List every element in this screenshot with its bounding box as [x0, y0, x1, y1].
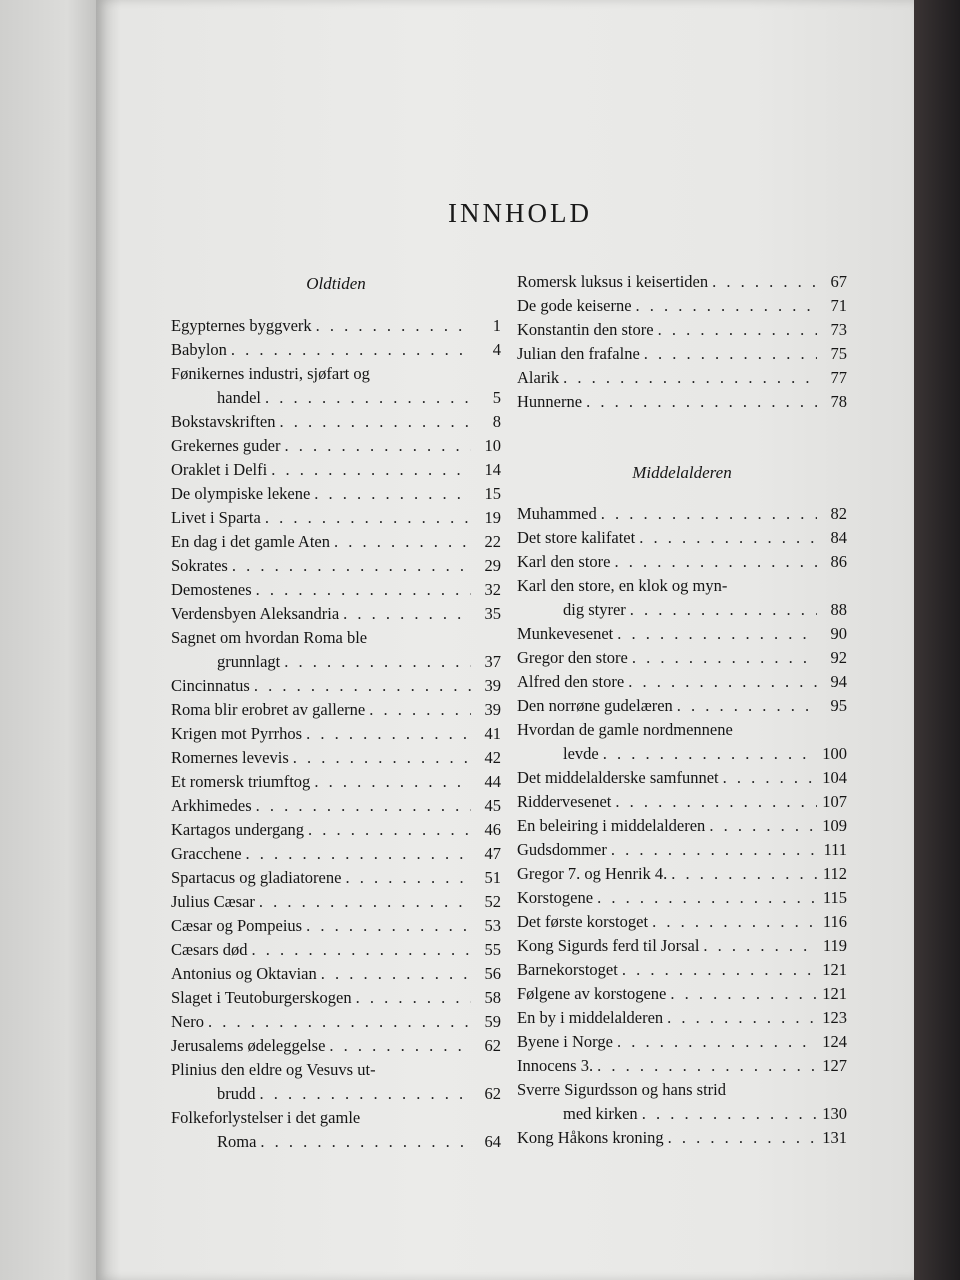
- toc-entry-title: Grekernes guder: [171, 436, 281, 455]
- toc-entry[interactable]: [517, 598, 847, 622]
- toc-entry-title: Demostenes: [171, 580, 252, 599]
- toc-entry-title: Gudsdommer: [517, 840, 607, 859]
- toc-entry-page-number: 124: [822, 1032, 847, 1051]
- dot-leader: [671, 862, 817, 886]
- toc-entry-title: Innocens 3.: [517, 1056, 594, 1075]
- toc-column-left: [171, 270, 501, 1154]
- toc-entry[interactable]: [517, 958, 847, 982]
- toc-entry-page-number: 52: [484, 892, 501, 911]
- dot-leader: [617, 622, 817, 646]
- toc-entry[interactable]: [171, 986, 501, 1010]
- toc-entry-page-number: 75: [830, 344, 847, 363]
- toc-list-middelalderen: [517, 502, 847, 1150]
- dot-leader: [306, 722, 471, 746]
- toc-entry-title: Babylon: [171, 340, 227, 359]
- toc-entry-page-number: 56: [484, 964, 501, 983]
- dot-leader: [256, 794, 471, 818]
- dot-leader: [314, 482, 471, 506]
- toc-entry-title: Gracchene: [171, 844, 242, 863]
- toc-entry-title: Romersk luksus i keisertiden: [517, 272, 709, 291]
- toc-entry-title: Kong Håkons kroning: [517, 1128, 664, 1147]
- toc-entry-page-number: 92: [830, 648, 847, 667]
- dot-leader: [265, 386, 471, 410]
- toc-entry-title: med kirken: [563, 1104, 638, 1123]
- toc-entry[interactable]: [171, 578, 501, 602]
- toc-entry-page-number: 71: [830, 296, 847, 315]
- toc-entry-page-number: 22: [484, 532, 501, 551]
- toc-entry[interactable]: [517, 294, 847, 318]
- toc-entry-first-line: Sverre Sigurdsson og hans strid: [517, 1080, 726, 1099]
- toc-entry-page-number: 46: [484, 820, 501, 839]
- toc-entry-title: Kong Sigurds ferd til Jorsal: [517, 936, 700, 955]
- toc-entry-title: Karl den store: [517, 552, 611, 571]
- dot-leader: [644, 342, 817, 366]
- toc-entry-page-number: 5: [492, 388, 501, 407]
- toc-entry-title: grunnlagt: [217, 652, 281, 671]
- toc-entry-page-number: 84: [830, 528, 847, 547]
- toc-entry-page-number: 107: [822, 792, 847, 811]
- dot-leader: [260, 1130, 471, 1154]
- toc-entry[interactable]: [171, 794, 501, 818]
- toc-entry-title: Julius Cæsar: [171, 892, 255, 911]
- section-heading-middelalderen: Middelalderen: [632, 463, 732, 482]
- toc-entry-page-number: 127: [822, 1056, 847, 1075]
- toc-entry[interactable]: [171, 386, 501, 410]
- toc-entry[interactable]: [171, 1082, 501, 1106]
- toc-entry-title: Verdensbyen Aleksandria: [171, 604, 340, 623]
- toc-entry-title: Sokrates: [171, 556, 228, 575]
- toc-entry-page-number: 119: [822, 936, 847, 955]
- toc-entry-page-number: 90: [830, 624, 847, 643]
- dot-leader: [259, 890, 471, 914]
- toc-entry-page-number: 130: [822, 1104, 847, 1123]
- toc-entry[interactable]: [517, 318, 847, 342]
- toc-entry-page-number: 19: [484, 508, 501, 527]
- dot-leader: [652, 910, 817, 934]
- toc-entry-page-number: 131: [822, 1128, 847, 1147]
- dot-leader: [617, 1030, 817, 1054]
- dot-leader: [306, 914, 471, 938]
- dot-leader: [611, 838, 817, 862]
- toc-entry-title: Cincinnatus: [171, 676, 250, 695]
- toc-entry-title: Gregor den store: [517, 648, 628, 667]
- toc-entry[interactable]: [517, 910, 847, 934]
- toc-entry-title: Antonius og Oktavian: [171, 964, 317, 983]
- toc-entry-page-number: 42: [484, 748, 501, 767]
- toc-entry-page-number: 1: [492, 316, 501, 335]
- dot-leader: [668, 1126, 817, 1150]
- toc-entry[interactable]: [171, 1010, 501, 1034]
- toc-entry-title: Barnekorstoget: [517, 960, 618, 979]
- toc-entry-page-number: 29: [484, 556, 501, 575]
- dot-leader: [667, 1006, 817, 1030]
- toc-entry-title: Alfred den store: [517, 672, 625, 691]
- dot-leader: [334, 530, 471, 554]
- toc-entry-page-number: 51: [484, 868, 501, 887]
- toc-entry-title: En dag i det gamle Aten: [171, 532, 330, 551]
- toc-entry-page-number: 62: [484, 1084, 501, 1103]
- toc-entry[interactable]: [517, 1054, 847, 1078]
- dot-leader: [563, 366, 817, 390]
- toc-entry-page-number: 44: [484, 772, 501, 791]
- dot-leader: [308, 818, 471, 842]
- toc-entry-page-number: 73: [830, 320, 847, 339]
- dot-leader: [658, 318, 817, 342]
- toc-entry-page-number: 86: [830, 552, 847, 571]
- toc-entry-title: En by i middelalderen: [517, 1008, 664, 1027]
- dot-leader: [597, 1054, 817, 1078]
- toc-entry-page-number: 10: [484, 436, 501, 455]
- toc-entry-page-number: 62: [484, 1036, 501, 1055]
- toc-entry[interactable]: [517, 862, 847, 886]
- toc-entry[interactable]: [171, 914, 501, 938]
- toc-entry-page-number: 14: [484, 460, 501, 479]
- dot-leader: [321, 962, 471, 986]
- dot-leader: [597, 886, 817, 910]
- toc-list-oldtiden-cont: [517, 270, 847, 414]
- toc-entry-title: handel: [217, 388, 261, 407]
- facing-page-edge: [0, 0, 96, 1280]
- toc-entry[interactable]: [171, 506, 501, 530]
- toc-entry-title: Den norrøne gudelæren: [517, 696, 673, 715]
- toc-entry[interactable]: [517, 670, 847, 694]
- toc-entry-title: Riddervesenet: [517, 792, 612, 811]
- toc-entry-title: Arkhimedes: [171, 796, 252, 815]
- dot-leader: [256, 578, 471, 602]
- toc-entry-title: Cæsars død: [171, 940, 248, 959]
- toc-entry-page-number: 39: [484, 676, 501, 695]
- toc-entry[interactable]: [517, 502, 847, 526]
- toc-entry-first-line: Sagnet om hvordan Roma ble: [171, 628, 368, 647]
- toc-entry-title: Konstantin den store: [517, 320, 654, 339]
- toc-entry-title: Alarik: [517, 368, 560, 387]
- toc-entry[interactable]: [171, 482, 501, 506]
- toc-entry-page-number: 123: [822, 1008, 847, 1027]
- toc-entry-page-number: 45: [484, 796, 501, 815]
- toc-entry[interactable]: [171, 314, 501, 338]
- dot-leader: [314, 770, 471, 794]
- toc-entry-title: Krigen mot Pyrrhos: [171, 724, 303, 743]
- dot-leader: [356, 986, 471, 1010]
- toc-entry[interactable]: [171, 674, 501, 698]
- toc-entry-title: Julian den frafalne: [517, 344, 640, 363]
- toc-entry[interactable]: [171, 434, 501, 458]
- toc-entry[interactable]: [171, 602, 501, 626]
- toc-entry[interactable]: [517, 1126, 847, 1150]
- toc-entry[interactable]: [517, 838, 847, 862]
- toc-entry[interactable]: [517, 270, 847, 294]
- toc-entry-title: Livet i Sparta: [171, 508, 261, 527]
- dot-leader: [345, 866, 471, 890]
- toc-entry-first-line: Karl den store, en klok og myn-: [517, 576, 728, 595]
- toc-entry-title: dig styrer: [563, 600, 626, 619]
- toc-entry-page-number: 15: [484, 484, 501, 503]
- toc-entry[interactable]: [171, 338, 501, 362]
- toc-entry-first-line: Hvordan de gamle nordmennene: [517, 720, 733, 739]
- toc-entry-title: Roma: [217, 1132, 257, 1151]
- toc-entry-title: Følgene av korstogene: [517, 984, 667, 1003]
- toc-entry-page-number: 95: [830, 696, 847, 715]
- toc-entry-first-line: Folkeforlystelser i det gamle: [171, 1108, 361, 1127]
- toc-entry-page-number: 82: [830, 504, 847, 523]
- dot-leader: [265, 506, 471, 530]
- toc-entry[interactable]: [171, 410, 501, 434]
- toc-entry[interactable]: [171, 866, 501, 890]
- toc-entry-title: Korstogene: [517, 888, 594, 907]
- toc-entry-title: Roma blir erobret av gallerne: [171, 700, 366, 719]
- toc-entry-page-number: 88: [830, 600, 847, 619]
- toc-entry-title: Hunnerne: [517, 392, 583, 411]
- toc-entry[interactable]: [171, 650, 501, 674]
- toc-entry-page-number: 64: [484, 1132, 501, 1151]
- toc-entry[interactable]: [517, 766, 847, 790]
- toc-entry-page-number: 116: [822, 912, 847, 931]
- section-heading-oldtiden: Oldtiden: [306, 274, 366, 293]
- toc-entry-title: Spartacus og gladiatorene: [171, 868, 342, 887]
- toc-entry[interactable]: [517, 934, 847, 958]
- toc-entry-title: brudd: [217, 1084, 256, 1103]
- toc-entry[interactable]: [517, 342, 847, 366]
- toc-entry-page-number: 4: [492, 340, 501, 359]
- toc-entry[interactable]: [517, 790, 847, 814]
- toc-entry[interactable]: [171, 554, 501, 578]
- toc-entry[interactable]: [517, 390, 847, 414]
- toc-entry-title: En beleiring i middelalderen: [517, 816, 706, 835]
- dot-leader: [703, 934, 817, 958]
- dot-leader: [642, 1102, 817, 1126]
- dot-leader: [369, 698, 471, 722]
- toc-entry-first-line: Plinius den eldre og Vesuvs ut-: [171, 1060, 376, 1079]
- dot-leader: [280, 410, 472, 434]
- toc-entry[interactable]: [517, 622, 847, 646]
- toc-entry[interactable]: [171, 842, 501, 866]
- toc-entry-page-number: 47: [484, 844, 501, 863]
- dot-leader: [329, 1034, 471, 1058]
- dot-leader: [271, 458, 471, 482]
- toc-entry-title: Slaget i Teutoburgerskogen: [171, 988, 352, 1007]
- toc-entry-title: De olympiske lekene: [171, 484, 311, 503]
- toc-entry-page-number: 115: [822, 888, 847, 907]
- dot-leader: [252, 938, 471, 962]
- toc-entry-first-line: Fønikernes industri, sjøfart og: [171, 364, 370, 383]
- dot-leader: [636, 294, 817, 318]
- toc-entry-page-number: 41: [484, 724, 501, 743]
- dot-leader: [231, 338, 471, 362]
- toc-entry-page-number: 32: [484, 580, 501, 599]
- dot-leader: [343, 602, 471, 626]
- toc-entry-title: Nero: [171, 1012, 204, 1031]
- dot-leader: [601, 502, 817, 526]
- toc-entry-page-number: 39: [484, 700, 501, 719]
- dot-leader: [232, 554, 471, 578]
- toc-entry[interactable]: [171, 962, 501, 986]
- toc-entry-title: Cæsar og Pompeius: [171, 916, 303, 935]
- toc-entry-title: Gregor 7. og Henrik 4.: [517, 864, 668, 883]
- toc-entry-page-number: 53: [484, 916, 501, 935]
- dot-leader: [293, 746, 471, 770]
- dot-leader: [284, 650, 471, 674]
- toc-entry-title: Et romersk triumftog: [171, 772, 311, 791]
- toc-entry-page-number: 35: [484, 604, 501, 623]
- dot-leader: [630, 598, 817, 622]
- toc-entry-page-number: 100: [822, 744, 847, 763]
- toc-entry-title: Det store kalifatet: [517, 528, 636, 547]
- toc-entry[interactable]: [171, 770, 501, 794]
- toc-entry[interactable]: [517, 814, 847, 838]
- toc-entry[interactable]: [517, 742, 847, 766]
- toc-entry-page-number: 8: [492, 412, 501, 431]
- toc-entry-page-number: 55: [484, 940, 501, 959]
- toc-entry[interactable]: [517, 646, 847, 670]
- toc-entry[interactable]: [517, 550, 847, 574]
- toc-entry[interactable]: [517, 366, 847, 390]
- dot-leader: [712, 270, 817, 294]
- toc-entry-title: Det første korstoget: [517, 912, 649, 931]
- toc-entry[interactable]: [517, 1102, 847, 1126]
- toc-entry-page-number: 78: [830, 392, 847, 411]
- dot-leader: [709, 814, 817, 838]
- toc-entry[interactable]: [517, 1006, 847, 1030]
- toc-entry-title: levde: [563, 744, 599, 763]
- toc-entry-page-number: 59: [484, 1012, 501, 1031]
- dot-leader: [316, 314, 471, 338]
- toc-entry-page-number: 121: [822, 984, 847, 1003]
- dot-leader: [628, 670, 817, 694]
- dot-leader: [208, 1010, 471, 1034]
- toc-entry[interactable]: [171, 818, 501, 842]
- toc-entry[interactable]: [171, 890, 501, 914]
- toc-entry[interactable]: [171, 1034, 501, 1058]
- toc-entry-title: Muhammed: [517, 504, 597, 523]
- dot-leader: [723, 766, 817, 790]
- dot-leader: [586, 390, 817, 414]
- toc-entry-page-number: 104: [822, 768, 847, 787]
- toc-entry[interactable]: [171, 698, 501, 722]
- dot-leader: [285, 434, 472, 458]
- toc-entry-page-number: 37: [484, 652, 501, 671]
- dot-leader: [254, 674, 471, 698]
- toc-entry-page-number: 94: [830, 672, 847, 691]
- dot-leader: [639, 526, 817, 550]
- toc-entry[interactable]: [517, 526, 847, 550]
- toc-entry[interactable]: [171, 938, 501, 962]
- toc-entry[interactable]: [171, 530, 501, 554]
- toc-entry[interactable]: [171, 722, 501, 746]
- toc-column-right: [517, 270, 847, 1150]
- toc-entry-title: Det middelalderske samfunnet: [517, 768, 719, 787]
- toc-entry-title: De gode keiserne: [517, 296, 632, 315]
- dot-leader: [615, 790, 817, 814]
- dot-leader: [622, 958, 817, 982]
- toc-entry-title: Egypternes byggverk: [171, 316, 312, 335]
- toc-entry-title: Byene i Norge: [517, 1032, 613, 1051]
- toc-entry-page-number: 121: [822, 960, 847, 979]
- book-cover-edge: [914, 0, 960, 1280]
- dot-leader: [677, 694, 817, 718]
- toc-entry[interactable]: [171, 746, 501, 770]
- dot-leader: [632, 646, 817, 670]
- dot-leader: [603, 742, 817, 766]
- toc-entry-page-number: 58: [484, 988, 501, 1007]
- toc-entry-page-number: 111: [823, 840, 847, 859]
- toc-entry-title: Romernes levevis: [171, 748, 289, 767]
- toc-entry[interactable]: [517, 694, 847, 718]
- toc-entry-page-number: 77: [830, 368, 847, 387]
- toc-entry-title: Munkevesenet: [517, 624, 614, 643]
- toc-list-oldtiden: [171, 314, 501, 1154]
- toc-entry-page-number: 109: [822, 816, 847, 835]
- toc-entry-page-number: 112: [822, 864, 847, 883]
- toc-entry[interactable]: [517, 982, 847, 1006]
- toc-entry[interactable]: [517, 886, 847, 910]
- dot-leader: [614, 550, 817, 574]
- dot-leader: [246, 842, 471, 866]
- toc-entry[interactable]: [517, 1030, 847, 1054]
- dot-leader: [670, 982, 817, 1006]
- toc-entry-title: Jerusalems ødeleggelse: [171, 1036, 326, 1055]
- dot-leader: [260, 1082, 472, 1106]
- toc-entry-page-number: 67: [830, 272, 847, 291]
- page-title: INNHOLD: [448, 198, 592, 228]
- toc-entry[interactable]: [171, 458, 501, 482]
- toc-entry-title: Oraklet i Delfi: [171, 460, 268, 479]
- toc-entry-title: Kartagos undergang: [171, 820, 305, 839]
- toc-entry[interactable]: [171, 1130, 501, 1154]
- toc-entry-title: Bokstavskriften: [171, 412, 276, 431]
